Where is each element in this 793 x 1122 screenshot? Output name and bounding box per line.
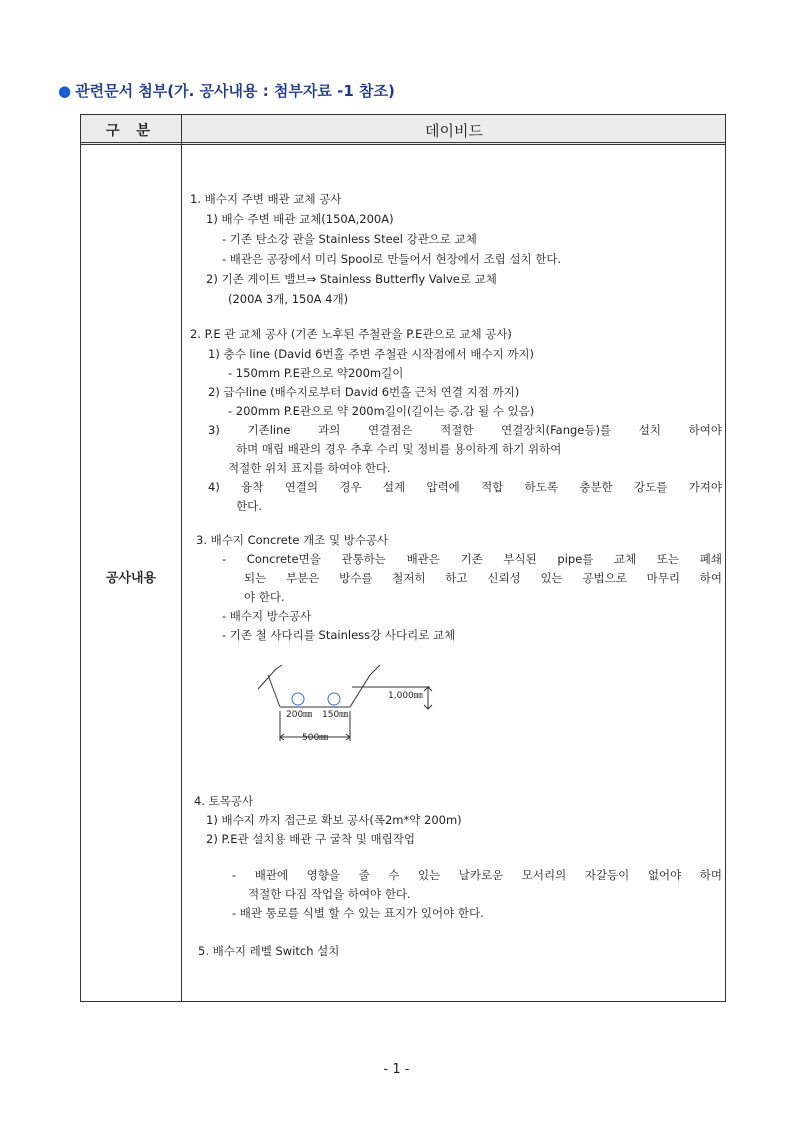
diagram-pipe1-label: 200㎜ — [286, 710, 313, 720]
s3-item1-line3: 야 한다. — [244, 590, 285, 604]
s3-item1-line1: - Concrete면을 관통하는 배관은 기존 부식된 pipe를 교체 또는 폐쇄 — [222, 552, 722, 566]
trench-right-wall — [350, 675, 370, 707]
s5-title: 5. 배수지 레벨 Switch 설치 — [198, 944, 340, 958]
s2-item4-line2: 한다. — [236, 499, 262, 513]
s4-bullet1-line2: 적절한 다짐 작업을 하여야 한다. — [248, 887, 411, 901]
bullet-icon: ● — [58, 81, 72, 100]
trench-left-wall — [268, 675, 280, 707]
s2-item1a: - 150mm P.E관으로 약200m길이 — [228, 366, 404, 380]
pipe-200-circle — [292, 693, 304, 705]
col2-header: 데이비드 — [425, 121, 483, 140]
s4-title: 4. 토목공사 — [194, 794, 254, 808]
trench-right-tip — [370, 665, 380, 675]
s4-item2: 2) P.E관 설치용 배관 구 굴착 및 매립작업 — [206, 832, 415, 846]
s1-title: 1. 배수지 주변 배관 교체 공사 — [190, 192, 342, 206]
trench-left-top — [258, 669, 276, 689]
page-number: - 1 - — [383, 1062, 410, 1077]
s1-item1b: - 배관은 공장에서 미리 Spool로 만들어서 현장에서 조립 설치 한다. — [222, 252, 562, 266]
s4-bullet2: - 배관 통로를 식별 할 수 있는 표지가 있어야 한다. — [232, 906, 484, 920]
s3-item2: - 배수지 방수공사 — [222, 609, 312, 623]
row-label: 공사내용 — [105, 571, 157, 586]
heading-text: 관련문서 첨부(가. 공사내용 : 첨부자료 -1 참조) — [75, 82, 395, 100]
s1-item1: 1) 배수 주변 배관 교체(150A,200A) — [206, 212, 394, 226]
s2-item2: 2) 급수line (배수지로부터 David 6번홀 근처 연결 지점 까지) — [208, 385, 520, 399]
s1-item1a: - 기존 탄소강 관을 Stainless Steel 강관으로 교체 — [222, 232, 477, 246]
s2-item2a: - 200mm P.E관으로 약 200m길이(길이는 증.감 될 수 있음) — [228, 404, 535, 418]
s4-bullet1-line1: - 배관에 영향을 줄 수 있는 날카로운 모서리의 자갈등이 없어야 하며 — [232, 868, 722, 882]
s2-title: 2. P.E 관 교체 공사 (기존 노후된 주철관을 P.E관으로 교체 공사) — [190, 327, 512, 341]
pipe-150-circle — [328, 693, 340, 705]
s2-item3-line2: 하며 매립 배관의 경우 추후 수리 및 정비를 용이하게 하기 위하여 — [236, 442, 562, 456]
s3-title: 3. 배수지 Concrete 개조 및 방수공사 — [196, 533, 389, 547]
trench-diagram — [250, 665, 440, 751]
diagram-depth-label: 1,000㎜ — [388, 691, 423, 701]
s1-item2: 2) 기존 게이트 밸브⇒ Stainless Butterfly Valve로 교체 — [206, 272, 497, 286]
diagram-width-label: 500㎜ — [302, 733, 329, 743]
s2-item4-line1: 4) 융착 연결의 경우 설계 압력에 적합 하도록 충분한 강도를 가져야 — [208, 480, 722, 494]
diagram-pipe2-label: 150㎜ — [322, 710, 349, 720]
trench-left-tip — [276, 665, 282, 669]
s1-item2a: (200A 3개, 150A 4개) — [228, 292, 349, 306]
s2-item3-line3: 적절한 위치 표지를 하여야 한다. — [228, 461, 391, 475]
s3-item3: - 기존 철 사다리를 Stainless강 사다리로 교체 — [222, 628, 456, 642]
s2-item3-line1: 3) 기존line 과의 연결점은 적절한 연결장치(Fange등)를 설치 하여야 — [208, 423, 722, 437]
s3-item1-line2: 되는 부분은 방수를 철저히 하고 신뢰성 있는 공법으로 마무리 하여 — [244, 571, 722, 585]
col1-header: 구 분 — [106, 123, 156, 139]
s2-item1: 1) 충수 line (David 6번홀 주변 주철관 시작점에서 배수지 까지) — [208, 347, 535, 361]
s4-item1: 1) 배수지 까지 접근로 확보 공사(폭2m*약 200m) — [206, 813, 462, 827]
